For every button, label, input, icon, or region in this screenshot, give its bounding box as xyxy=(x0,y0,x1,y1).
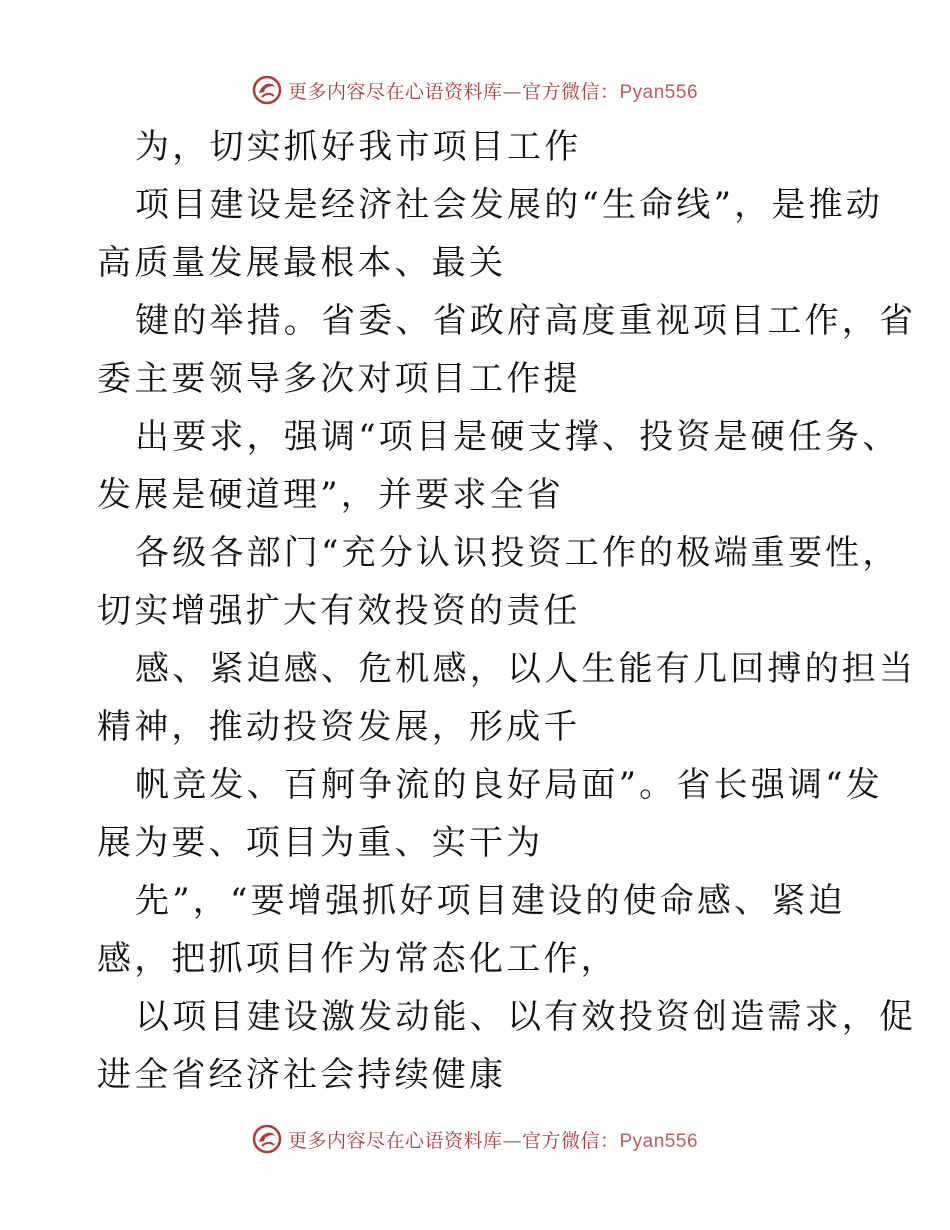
red-swirl-logo-icon xyxy=(252,1124,282,1154)
header-dash: — xyxy=(502,80,522,103)
body-line: 展为要、项目为重、实干为 xyxy=(97,823,544,863)
footer-channel-text: 官方微信： xyxy=(521,1129,620,1152)
body-line: 为，切实抓好我市项目工作 xyxy=(135,127,582,167)
body-line: 先”，“要增强抓好项目建设的使命感、紧迫 xyxy=(135,881,846,921)
footer-dash: — xyxy=(502,1129,522,1152)
body-line: 精神，推动投资发展，形成千 xyxy=(97,707,581,747)
body-line: 以项目建设激发动能、以有效投资创造需求，促 xyxy=(135,997,917,1037)
red-swirl-logo-icon xyxy=(252,75,282,105)
body-line: 感、紧迫感、危机感，以人生能有几回搏的担当 xyxy=(135,649,917,689)
header-channel-text: 官方微信： xyxy=(521,80,620,103)
body-line: 感，把抓项目作为常态化工作， xyxy=(97,939,618,979)
body-line: 切实增强扩大有效投资的责任 xyxy=(97,591,581,631)
body-line: 高质量发展最根本、最关 xyxy=(97,243,507,283)
body-line: 发展是硬道理”，并要求全省 xyxy=(97,475,564,515)
body-line: 各级各部门“充分认识投资工作的极端重要性， xyxy=(135,533,900,573)
body-line: 项目建设是经济社会发展的“生命线”，是推动 xyxy=(135,185,883,225)
header-watermark-banner xyxy=(0,72,950,108)
body-line: 进全省经济社会持续健康 xyxy=(97,1055,507,1095)
footer-banner-text xyxy=(288,1126,698,1153)
footer-brand-text: 更多内容尽在心语资料库 xyxy=(287,1129,503,1152)
body-line: 委主要领导多次对项目工作提 xyxy=(97,359,581,399)
footer-account-text: Pyan556 xyxy=(619,1130,699,1152)
body-line: 帆竞发、百舸争流的良好局面”。省长强调“发 xyxy=(135,765,883,805)
body-line: 键的举措。省委、省政府高度重视项目工作，省 xyxy=(135,301,917,341)
body-line: 出要求，强调“项目是硬支撑、投资是硬任务、 xyxy=(135,417,900,457)
document-body xyxy=(97,118,917,1104)
header-account-text: Pyan556 xyxy=(619,81,699,103)
footer-watermark-banner xyxy=(0,1121,950,1157)
header-brand-text: 更多内容尽在心语资料库 xyxy=(287,80,503,103)
header-banner-text xyxy=(288,77,698,104)
